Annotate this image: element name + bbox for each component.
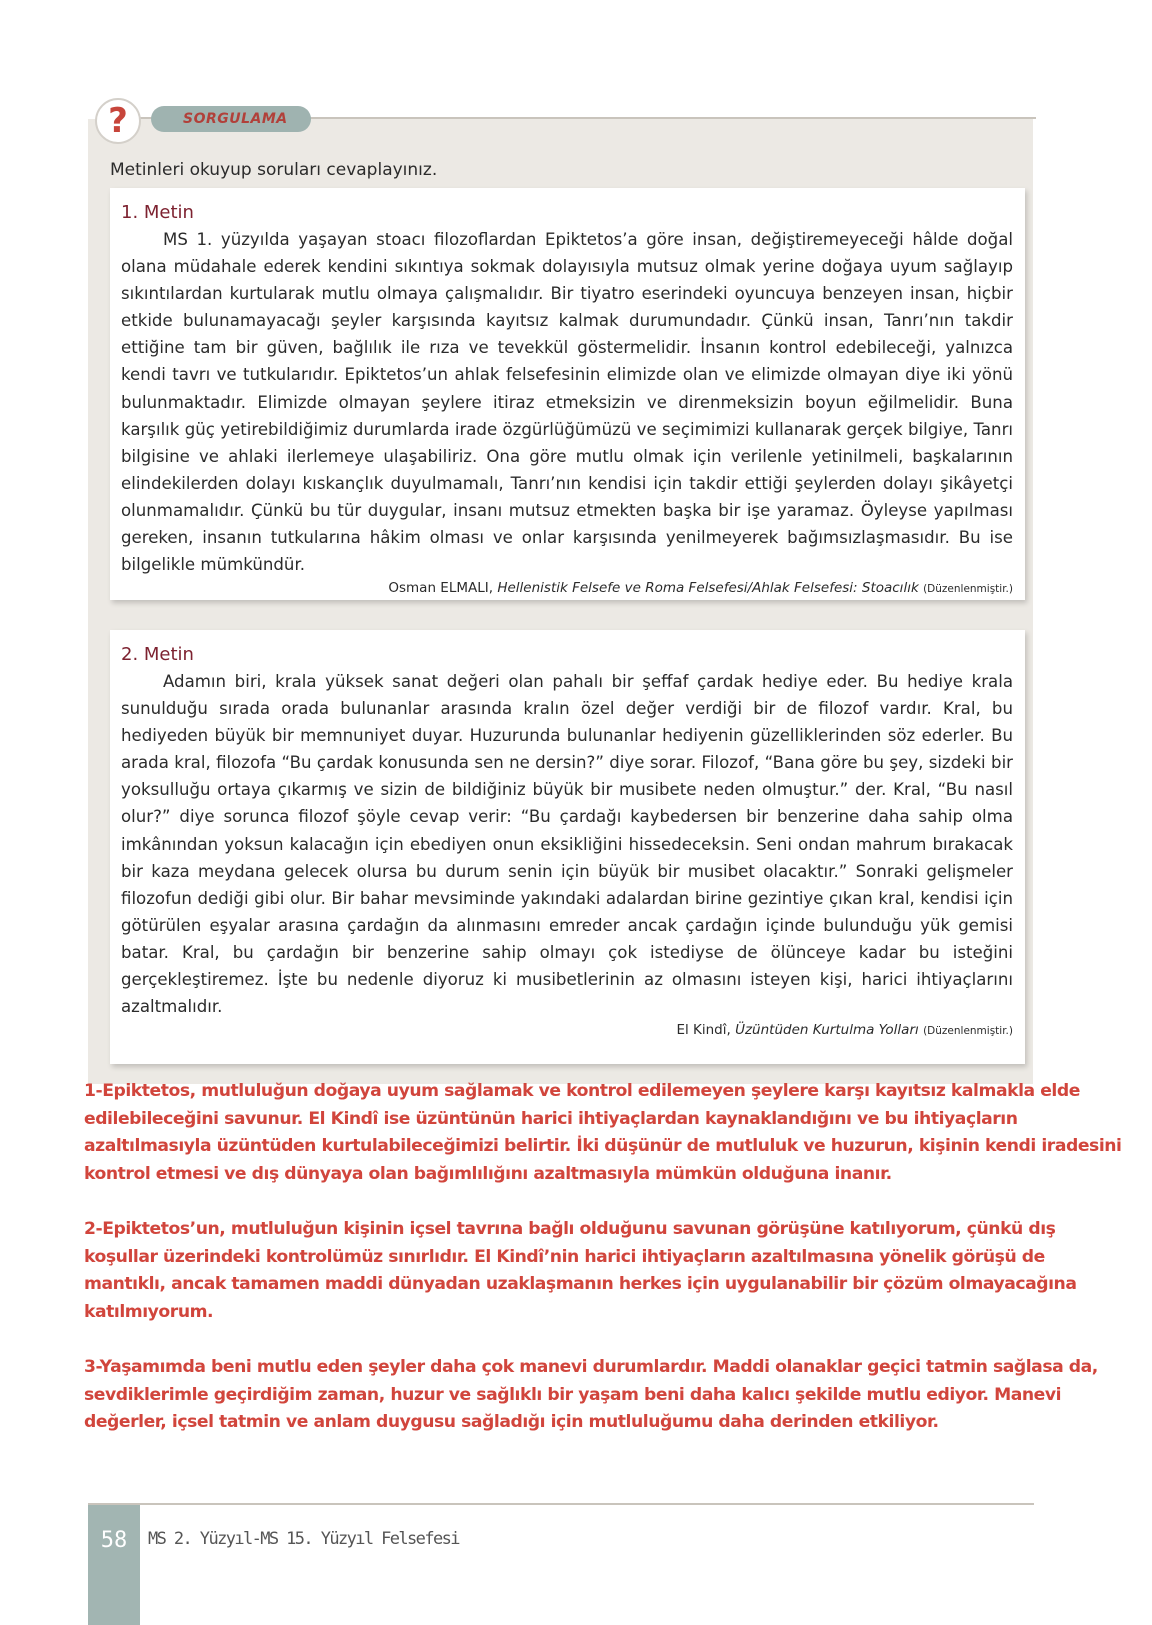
footer-section-title: MS 2. Yüzyıl-MS 15. Yüzyıl Felsefesi [148, 1529, 459, 1549]
answer-2: 2-Epiktetos’un, mutluluğun kişinin içsel tavrına bağlı olduğunu savunan görüşüne katılıyorum, çünkü dış koşullar üzerindeki kontrolümüz sınırlıdır. El Kindî’nin harici ihtiyaçların azaltılmasına yönelik görüşü de mantıklı, ancak tamamen maddi dünyadan uzaklaşmanın herkes için uygulanabilir bir çözüm olmayacağına katılmıyorum. [84, 1218, 1077, 1322]
bottom-divider [88, 1503, 1034, 1505]
section-tag: SORGULAMA [151, 106, 311, 132]
question-icon: ? [95, 98, 141, 144]
citation-author: Osman ELMALI, [388, 580, 494, 597]
page-number-strip [88, 1505, 140, 1625]
text-body: Adamın biri, krala yüksek sanat değeri olan pahalı bir şeffaf çardak hediye eder. Bu hediye krala sunulduğu sırada orada bulunanlar arasında kralın özel değer verdiği bir de filozof vardır. Kral, bu hediyeden büyük bir memnuniyet duyar. Huzurunda bulunanlar hediyenin güzelliklerinden söz ederler. Bu arada kral, filozofa “Bu çardak konusunda sen ne dersin?” diye sorar. Filozof, “Bana göre bu şey, sizdeki bir yoksulluğu ortaya çıkarmış ve sizin de bildiğiniz büyük bir musibete neden olmuştur.” der. Kral, “Bu nasıl olur?” diye sorunca filozof şöyle cevap verir: “Bu çardağı kaybedersen bir benzerine daha sahip olma imkânından yoksun kalacağın için ebediyen onun eksikliğini hissedeceksin. Seni ondan mahrum bırakacak bir kaza meydana gelecek olursa bu durum senin için büyük bir musibet olacaktır.” Sonraki gelişmeler filozofun dediği gibi olur. Bir bahar mevsiminde yakındaki adalardan birine gezintiye çıkan kral, kendisi için götürülen eşyalar arasına çardağın da alınmasını emreder ancak çardağın içinde bulunduğu yük gemisi batar. Kral, bu çardağın bir benzerine sahip olmayı çok istediyse de ölünceye kadar bu isteğini gerçekleştiremez. İşte bu nedenle diyoruz ki musibetlerinin az olmasını isteyen kişi, harici ihtiyaçlarını azaltmalıdır. [121, 672, 1013, 1017]
text-title: 2. Metin [121, 644, 194, 665]
citation-note: (Düzenlenmiştir.) [923, 1025, 1013, 1038]
instruction-text: Metinleri okuyup soruları cevaplayınız. [110, 160, 438, 180]
text-card-2 [110, 630, 1025, 1064]
citation [121, 580, 1013, 596]
answer-1: 1-Epiktetos, mutluluğun doğaya uyum sağlamak ve kontrol edilemeyen şeylere karşı kayıtsız kalmakla elde edilebileceğini savunur. El Kindî ise üzüntünün harici ihtiyaçlardan kaynaklandığını ve bu ihtiyaçların azaltılmasıyla üzüntüden kurtulabileceğimizi belirtir. İki düşünür de mutluluk ve huzurun, kişinin kendi iradesini kontrol etmesi ve dış dünyaya olan bağımlılığını azaltmasıyla mümkün olduğuna inanır. [84, 1081, 1122, 1184]
citation-note: (Düzenlenmiştir.) [923, 583, 1013, 596]
answer-3: 3-Yaşamımda beni mutlu eden şeyler daha çok manevi durumlardır. Maddi olanaklar geçici tatmin sağlasa da, sevdiklerimle geçirdiğim zaman, huzur ve sağlıklı bir yaşam beni daha kalıcı şekilde mutlu ediyor. Manevi değerler, içsel tatmin ve anlam duygusu sağladığı için mutluluğumu daha derinden etkiliyor. [84, 1356, 1098, 1433]
page-number: 58 [100, 1528, 128, 1553]
text-body: MS 1. yüzyılda yaşayan stoacı filozoflardan Epiktetos’a göre insan, değiştiremeyeceği hâlde doğal olana müdahale ederek kendini sıkıntıya sokmak dolayısıyla mutsuz olmak yerine doğaya uyum sağlayıp sıkıntılardan kurtularak mutlu olmaya çalışmalıdır. Bir tiyatro eserindeki oyuncuya benzeyen insan, hiçbir etkide bulunamayacağı şeyler karşısında kayıtsız kalmak durumundadır. Çünkü insan, Tanrı’nın takdir ettiğine tam bir güven, bağlılık ile rıza ve tevekkül göstermelidir. İnsanın kontrol edebileceği, yalnızca kendi tavrı ve tutkularıdır. Epiktetos’un ahlak felsefesinin elimizde olan ve elimizde olmayan diye iki yönü bulunmaktadır. Elimizde olmayan şeylere itiraz etmeksizin ve direnmeksizin boyun eğilmelidir. Buna karşılık güç yetirebildiğimiz durumlarda irade özgürlüğümüzü ve seçimimizi kullanarak gerçek bilgiye, Tanrı bilgisine ve ahlaki ilerlemeye ulaşabiliriz. Ona göre mutlu olmak için verilenle yetinilmeli, başkalarının elindekilerden dolayı kıskançlık duyulmamalı, Tanrı’nın kendisi için takdir ettiği şeylerden dolayı şikâyetçi olunmamalıdır. Çünkü bu tür duygular, insanı mutsuz etmekten başka bir işe yaramaz. Öyleyse yapılması gereken, insanın tutkularına hâkim olması ve onlar karşısında yenilmeyerek bağımsızlaşmasıdır. Bu ise bilgelikle mümkündür. [121, 230, 1013, 575]
citation [121, 1022, 1013, 1038]
answers-block [84, 1078, 1124, 1464]
text-card-1 [110, 188, 1025, 600]
citation-work: Hellenistik Felsefe ve Roma Felsefesi/Ahlak Felsefesi: Stoacılık [497, 580, 919, 597]
text-title: 1. Metin [121, 202, 194, 223]
citation-work: Üzüntüden Kurtulma Yolları [735, 1022, 919, 1039]
citation-author: El Kindî, [676, 1022, 731, 1039]
